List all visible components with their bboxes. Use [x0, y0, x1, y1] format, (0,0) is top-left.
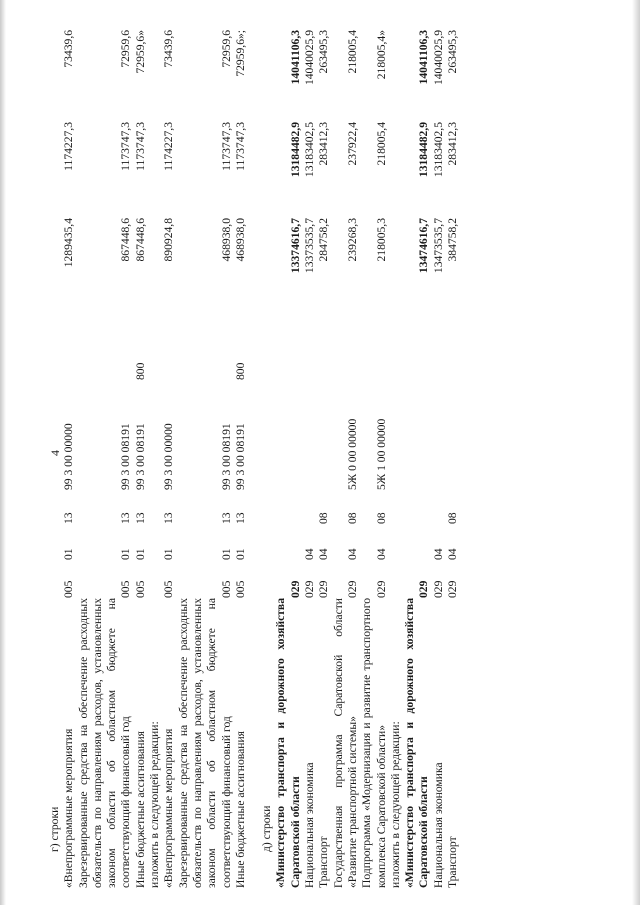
amount-year-2: 218005,4: [374, 122, 388, 166]
expense-type-code: [303, 318, 317, 380]
redaction-label-text: изложить в следующей редакции:: [148, 721, 162, 888]
amount-year-1: 13473535,7: [431, 218, 445, 274]
amount-year-1: 218005,3: [374, 218, 388, 262]
expense-type-code: [77, 318, 134, 380]
target-article-code: [303, 380, 317, 490]
table-row: [77, 30, 134, 888]
amount-year-2: 13184482,9: [288, 122, 302, 178]
subsection-code: 08: [374, 512, 388, 524]
page-number: 4: [48, 450, 62, 456]
target-article-code: [432, 380, 446, 490]
amount-year-3: 14041106,3: [417, 29, 431, 85]
subsection-code: [432, 490, 446, 524]
expense-type-code: [62, 318, 76, 380]
expense-type-code: [177, 318, 234, 380]
row-name: Государственная программа Саратовской области «Развитие транспортной системы»: [331, 598, 359, 888]
expense-type-code: 800: [133, 362, 147, 380]
amount-year-3: 14040025,9: [431, 29, 445, 86]
amount-year-2: 1173747,3: [219, 122, 233, 171]
section-heading-text: д) строки: [260, 805, 274, 852]
amount-year-1: 468938,0: [233, 218, 247, 262]
amount-year-3: 72959,6: [219, 29, 233, 68]
expense-type-code: [446, 318, 460, 380]
amount-year-1: 239268,3: [345, 218, 359, 262]
expense-type-code: [162, 318, 176, 380]
table-row: [360, 30, 389, 888]
target-article-code: [274, 380, 303, 490]
amount-year-2: 1173747,3: [133, 122, 147, 171]
section-code: 04: [431, 548, 445, 560]
amount-year-3: 263495,3: [446, 29, 460, 74]
section-code: 01: [62, 548, 76, 560]
amount-year-2: 1173747,3: [233, 122, 247, 171]
target-article-code: 5Ж 1 00 00000: [374, 418, 388, 490]
section-code: 01: [233, 548, 247, 560]
ved-code: 029: [317, 580, 331, 598]
ved-code: 005: [233, 580, 247, 598]
row-name: Национальная экономика: [303, 762, 317, 888]
table-row: [303, 30, 317, 888]
expense-type-code: [317, 318, 331, 380]
section-code: 04: [303, 548, 317, 560]
amount-year-2: 13183402,5: [431, 122, 445, 178]
amount-year-2: 13184482,9: [417, 122, 431, 178]
section-code: 04: [374, 548, 388, 560]
subsection-code: 13: [219, 512, 233, 524]
row-name: Транспорт: [446, 836, 460, 888]
section-code: 01: [133, 548, 147, 560]
amount-year-1: 890924,8: [162, 218, 176, 262]
subsection-code: 13: [133, 512, 147, 524]
amount-year-2: 237922,4: [345, 122, 359, 166]
amount-year-2: 1174227,3: [162, 122, 176, 171]
amount-year-1: 284758,2: [317, 218, 331, 262]
amount-year-1: 468938,0: [219, 218, 233, 262]
table-row: [432, 30, 446, 888]
expense-type-code: [274, 318, 303, 380]
ved-code: 005: [119, 580, 133, 598]
amount-year-3: 218005,4»: [374, 29, 388, 80]
amount-year-3: 72959,6»;: [233, 29, 247, 77]
target-article-code: [317, 380, 331, 490]
subsection-code: 13: [62, 512, 76, 524]
budget-table: [48, 30, 460, 888]
ved-code: 005: [62, 580, 76, 598]
amount-year-1: 1289435,4: [62, 218, 76, 268]
amount-year-3: 263495,3: [317, 29, 331, 74]
section-code: 01: [219, 548, 233, 560]
section-code: 01: [119, 548, 133, 560]
amount-year-2: 283412,3: [446, 122, 460, 166]
amount-year-3: 14041106,3: [288, 29, 302, 85]
row-name: Подпрограмма «Модернизация и развитие транспортного комплекса Саратовской области»: [360, 598, 388, 888]
expense-type-code: [360, 318, 389, 380]
section-code: 04: [317, 548, 331, 560]
subsection-code: 08: [317, 512, 331, 524]
target-article-code: 99 3 00 00000: [62, 423, 76, 490]
section-code: 01: [162, 548, 176, 560]
expense-type-code: [403, 318, 432, 380]
ved-code: 005: [219, 580, 233, 598]
amount-year-1: 867448,6: [119, 218, 133, 262]
section-heading-text: г) строки: [48, 806, 61, 852]
ved-code: 005: [162, 580, 176, 598]
subsection-code: [274, 490, 303, 524]
section-code: [403, 524, 432, 560]
row-name: «Министерство транспорта и дорожного хозяйства Саратовской области: [403, 598, 431, 888]
ved-code: 029: [288, 580, 302, 598]
subsection-code: 13: [233, 512, 247, 524]
table-row: [403, 30, 432, 888]
table-body: [48, 30, 460, 888]
target-article-code: 99 3 00 08191: [133, 423, 147, 490]
row-name: Национальная экономика: [431, 762, 445, 888]
row-name: «Министерство транспорта и дорожного хозяйства Саратовской области: [274, 598, 302, 888]
ved-code: 029: [417, 580, 431, 598]
spacer: [248, 30, 260, 888]
ved-code: 029: [431, 580, 445, 598]
subsection-code: 13: [162, 512, 176, 524]
subsection-code: 08: [446, 512, 460, 524]
amount-year-2: 283412,3: [317, 122, 331, 166]
amount-year-3: 72959,6»: [133, 29, 147, 74]
redaction-label-text: изложить в следующей редакции:: [388, 721, 402, 888]
section-code: 04: [446, 548, 460, 560]
section-code: 04: [345, 548, 359, 560]
row-name: Иные бюджетные ассигнования: [233, 731, 247, 888]
section-code: [274, 524, 303, 560]
expense-type-code: [332, 318, 361, 380]
table-row: [62, 30, 76, 888]
amount-year-1: 867448,6: [133, 218, 147, 262]
table-row: [134, 30, 148, 888]
amount-year-1: 13373535,7: [303, 218, 317, 274]
redaction-label: [148, 30, 162, 888]
row-name: «Внепрограммные мероприятия: [162, 728, 176, 888]
subsection-code: 13: [119, 512, 133, 524]
amount-year-2: 1173747,3: [119, 122, 133, 171]
table-row: [234, 30, 248, 888]
expense-type-code: 800: [233, 362, 247, 380]
ved-code: 005: [133, 580, 147, 598]
target-article-code: 99 3 00 08191: [119, 423, 133, 490]
subsection-code: [403, 490, 432, 524]
ved-code: 029: [303, 580, 317, 598]
amount-year-2: 1174227,3: [62, 122, 76, 171]
section-heading: [260, 30, 274, 888]
target-article-code: 5Ж 0 00 00000: [345, 418, 359, 490]
expense-type-code: [432, 318, 446, 380]
target-article-code: 99 3 00 00000: [162, 423, 176, 490]
amount-year-1: 13374616,7: [288, 218, 302, 274]
amount-year-3: 14040025,9: [303, 29, 317, 86]
row-name: Транспорт: [317, 836, 331, 888]
amount-year-3: 73439,6: [62, 29, 76, 68]
redaction-label: [389, 30, 403, 888]
amount-year-1: 13474616,7: [417, 218, 431, 274]
target-article-code: [446, 380, 460, 490]
table-row: [177, 30, 234, 888]
target-article-code: 99 3 00 08191: [233, 423, 247, 490]
subsection-code: 08: [345, 512, 359, 524]
amount-year-3: 218005,4: [345, 29, 359, 74]
amount-year-3: 72959,6: [119, 29, 133, 68]
amount-year-2: 13183402,5: [303, 122, 317, 178]
row-name: Зарезервированные средства на обеспечение расходных обязательств по направлениям расходов, установленных законом области об областном бюджете на соответствующий финансовый год: [76, 598, 133, 888]
amount-year-1: 384758,2: [446, 218, 460, 262]
ved-code: 029: [374, 580, 388, 598]
ved-code: 029: [345, 580, 359, 598]
table-row: [162, 30, 176, 888]
table-row: [317, 30, 331, 888]
row-name: Зарезервированные средства на обеспечение расходных обязательств по направлениям расходов, установленных законом области об областном бюджете на соответствующий финансовый год: [176, 598, 233, 888]
row-name: Иные бюджетные ассигнования: [133, 731, 147, 888]
table-row: [274, 30, 303, 888]
ved-code: 029: [446, 580, 460, 598]
subsection-code: [303, 490, 317, 524]
target-article-code: [403, 380, 432, 490]
row-name: «Внепрограммные мероприятия: [62, 728, 76, 888]
table-row: [332, 30, 361, 888]
target-article-code: 99 3 00 08191: [219, 423, 233, 490]
section-heading: [48, 30, 62, 888]
rotated-content: [48, 28, 608, 888]
table-row: [446, 30, 460, 888]
amount-year-3: 73439,6: [162, 29, 176, 68]
